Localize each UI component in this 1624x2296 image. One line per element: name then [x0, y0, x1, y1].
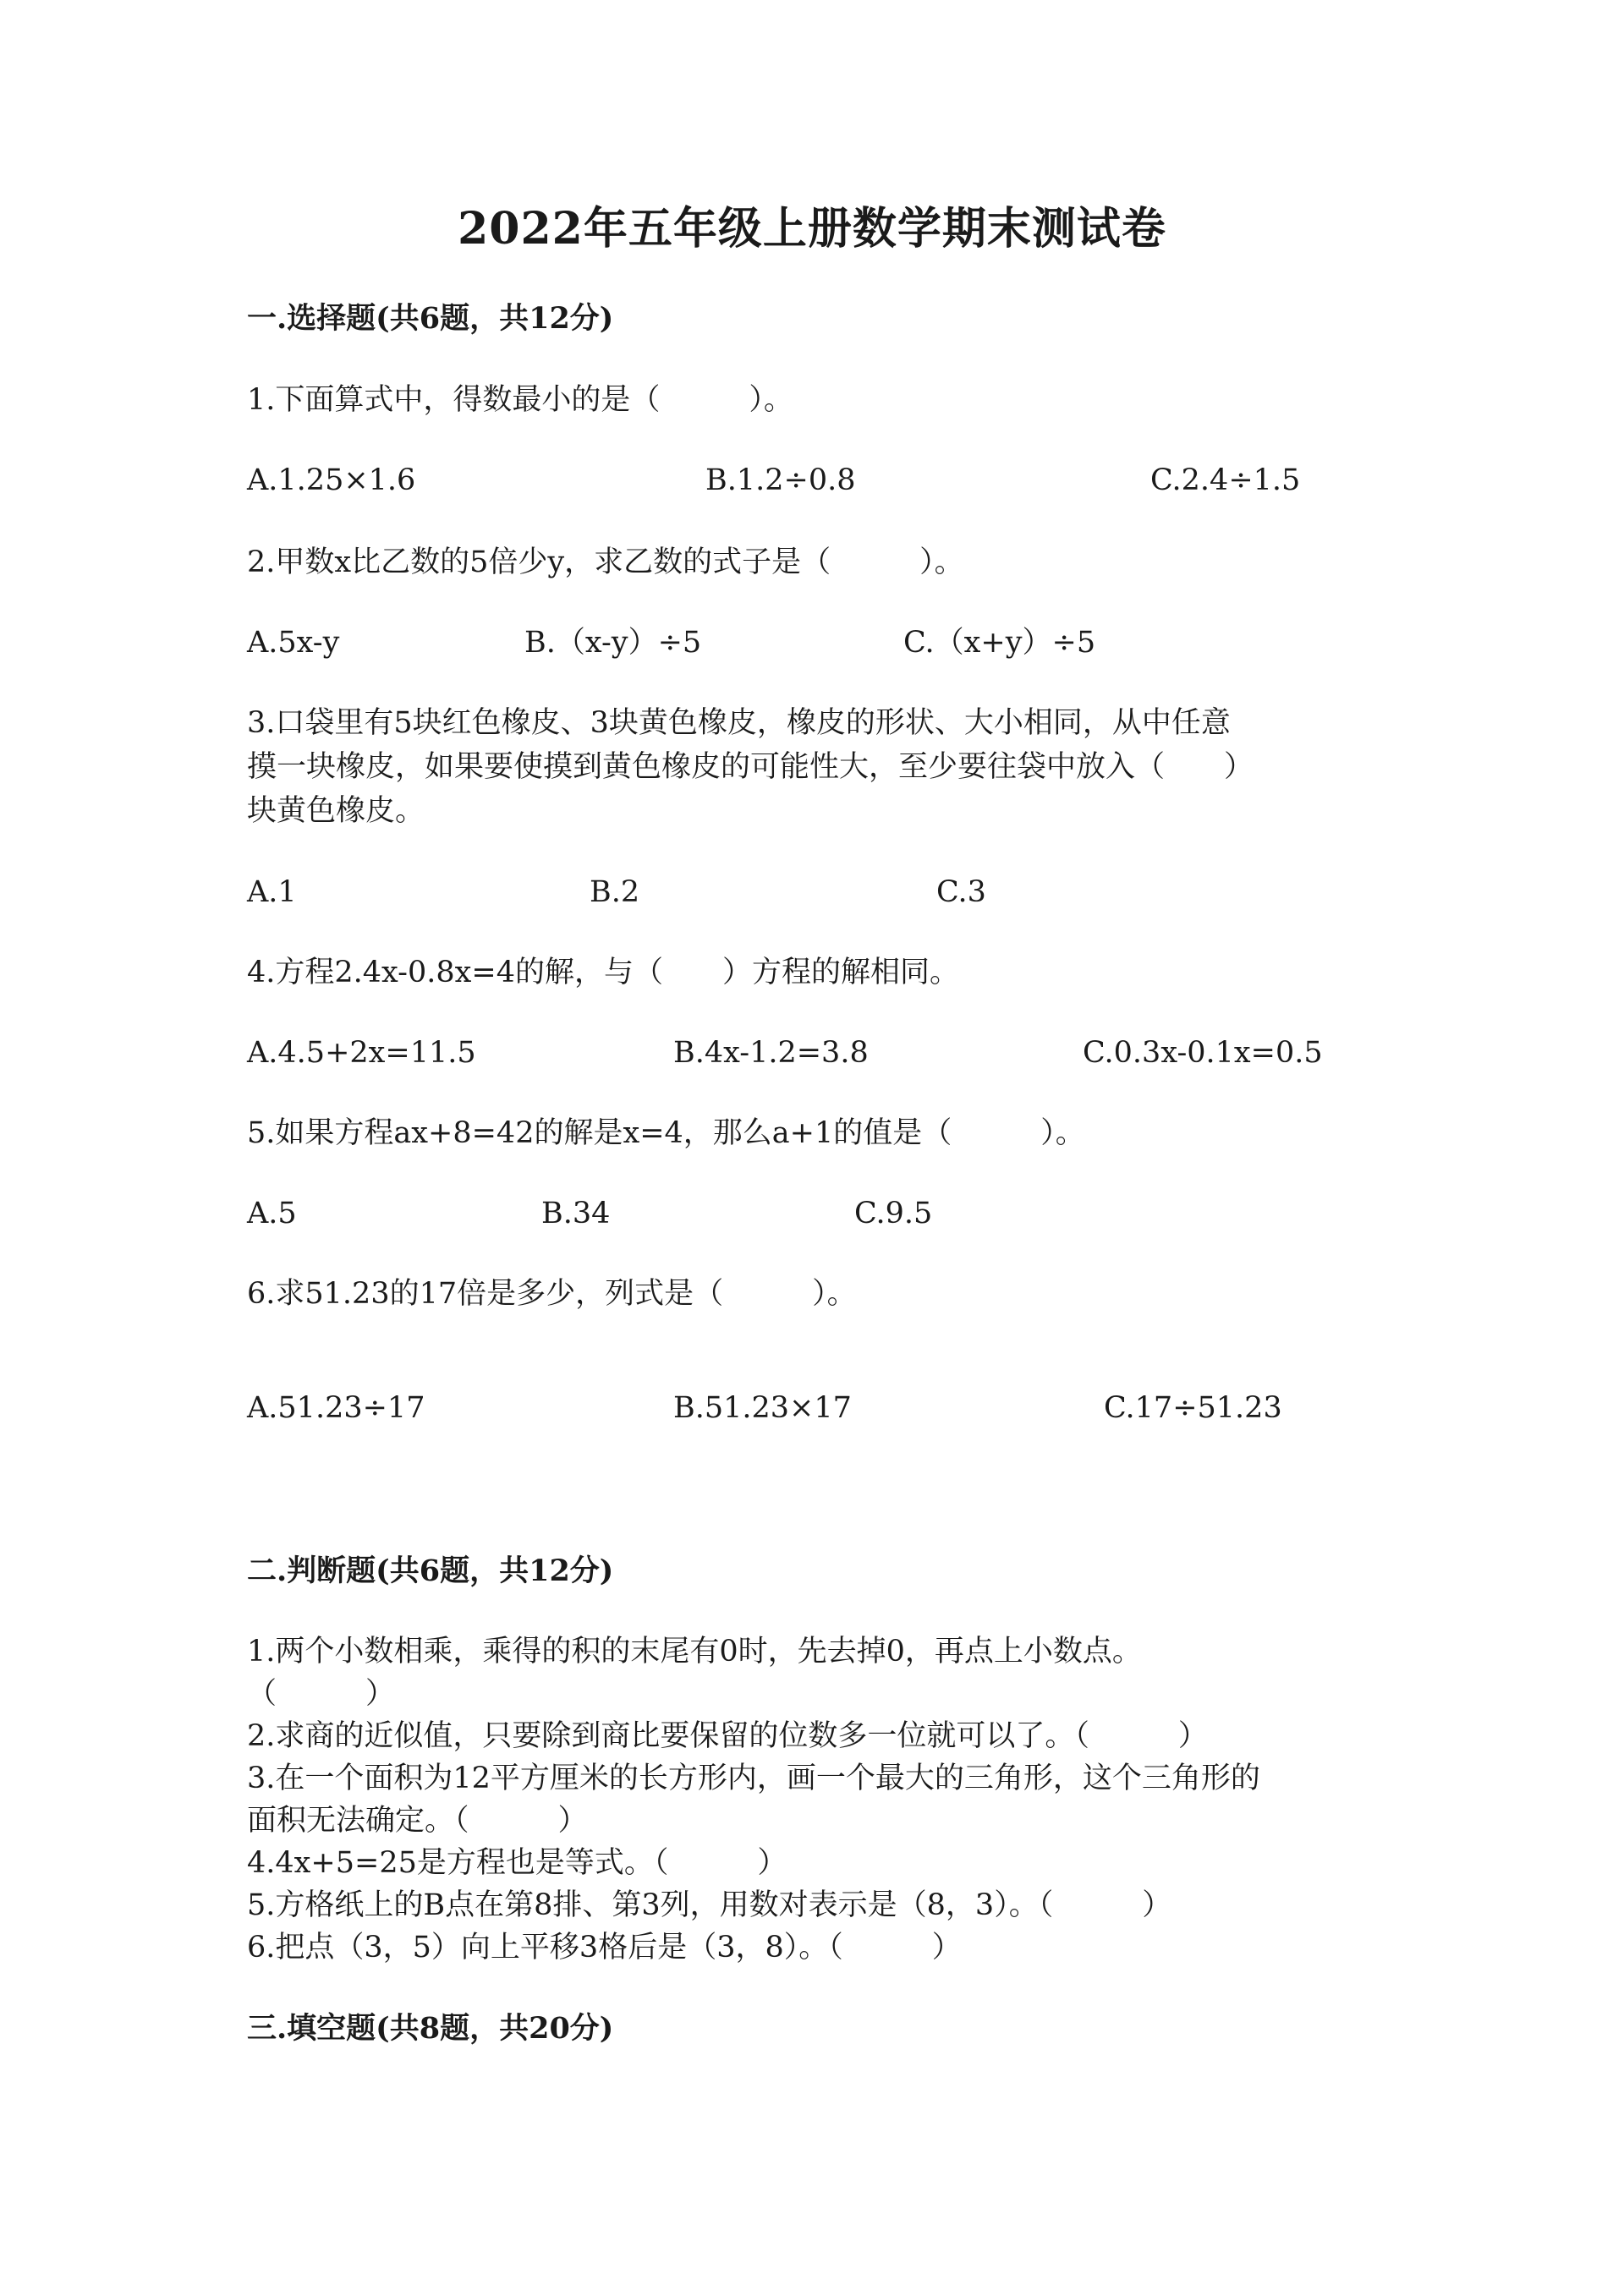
- judge-line: 2.求商的近似值，只要除到商比要保留的位数多一位就可以了。（ ）: [247, 1719, 1208, 1753]
- option-b: B.1.2÷0.8: [705, 463, 856, 497]
- option-c: C.（x+y）÷5: [903, 626, 1096, 660]
- judge-line: 6.把点（3，5）向上平移3格后是（3，8）。（ ）: [247, 1931, 962, 1964]
- section-heading-judge: 二.判断题(共6题，共12分): [247, 1553, 614, 1588]
- option-b: B.51.23×17: [673, 1391, 852, 1425]
- option-a: A.5x-y: [247, 626, 340, 660]
- question-stem: 2.甲数x比乙数的5倍少y，求乙数的式子是（ ）。: [247, 545, 964, 579]
- option-b: B.（x-y）÷5: [524, 626, 702, 660]
- section-heading-choice: 一.选择题(共6题，共12分): [247, 301, 614, 336]
- question-stem: 5.如果方程ax+8=42的解是x=4，那么a+1的值是（ ）。: [247, 1116, 1085, 1150]
- option-c: C.17÷51.23: [1104, 1391, 1282, 1425]
- judge-line: （ ）: [247, 1677, 396, 1711]
- option-b: B.4x-1.2=3.8: [673, 1036, 869, 1070]
- page-title: 2022年五年级上册数学期末测试卷: [458, 203, 1166, 255]
- judge-line: 面积无法确定。（ ）: [247, 1804, 588, 1838]
- question-stem: 6.求51.23的17倍是多少，列式是（ ）。: [247, 1277, 857, 1311]
- option-a: A.4.5+2x=11.5: [247, 1036, 476, 1070]
- question-stem: 4.方程2.4x-0.8x=4的解，与（ ）方程的解相同。: [247, 956, 960, 989]
- question-stem: 3.口袋里有5块红色橡皮、3块黄色橡皮，橡皮的形状、大小相同，从中任意: [247, 706, 1231, 740]
- judge-line: 1.两个小数相乘，乘得的积的末尾有0时，先去掉0，再点上小数点。: [247, 1635, 1142, 1669]
- question-stem: 1.下面算式中，得数最小的是（ ）。: [247, 383, 793, 417]
- judge-line: 3.在一个面积为12平方厘米的长方形内，画一个最大的三角形，这个三角形的: [247, 1762, 1260, 1795]
- section-heading-fill: 三.填空题(共8题，共20分): [247, 2011, 614, 2046]
- option-a: A.51.23÷17: [247, 1391, 425, 1425]
- question-stem: 块黄色橡皮。: [247, 794, 425, 828]
- judge-line: 4.4x+5=25是方程也是等式。（ ）: [247, 1846, 787, 1880]
- question-stem: 摸一块橡皮，如果要使摸到黄色橡皮的可能性大，至少要往袋中放入（ ）: [247, 750, 1254, 784]
- option-b: B.2: [590, 875, 640, 909]
- option-c: C.2.4÷1.5: [1150, 463, 1301, 497]
- option-c: C.3: [936, 875, 986, 909]
- option-b: B.34: [541, 1197, 611, 1230]
- judge-line: 5.方格纸上的B点在第8排、第3列，用数对表示是（8，3）。（ ）: [247, 1888, 1172, 1922]
- option-a: A.1.25×1.6: [247, 463, 416, 497]
- option-a: A.5: [247, 1197, 297, 1230]
- option-c: C.9.5: [854, 1197, 933, 1230]
- option-a: A.1: [247, 875, 297, 909]
- option-c: C.0.3x-0.1x=0.5: [1083, 1036, 1323, 1070]
